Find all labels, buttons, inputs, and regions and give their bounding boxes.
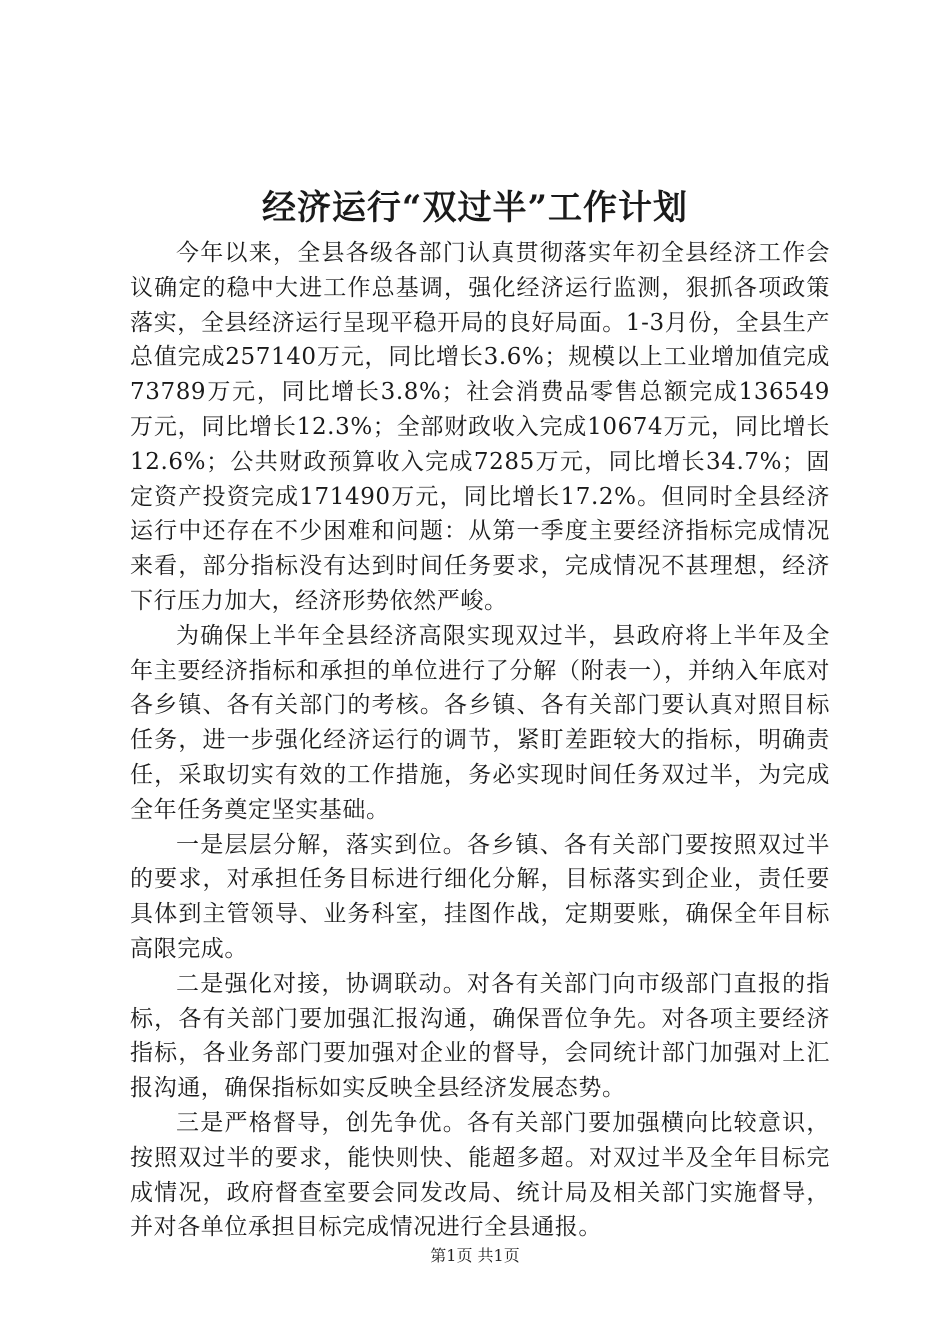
paragraph-measure-3: 三是严格督导，创先争优。各有关部门要加强横向比较意识，按照双过半的要求，能快则快、能超多超。对双过半及全年目标完成情况，政府督查室要会同发改局、统计局及相关部门实施督导，并对各单位承担目标完成情况进行全县通报。 (130, 1109, 830, 1241)
paragraph-intro: 今年以来，全县各级各部门认真贯彻落实年初全县经济工作会议确定的稳中大进工作总基调，强化经济运行监测，狠抓各项政策落实，全县经济运行呈现平稳开局的良好局面。1-3月份，全县生产总值完成257140万元，同比增长3.6%；规模以上工业增加值完成73789万元，同比增长3.8%；社会消费品零售总额完成136549万元，同比增长12.3%；全部财政收入完成10674万元，同比增长12.6%；公共财政预算收入完成7285万元，同比增长34.7%；固定资产投资完成171490万元，同比增长17.2%。但同时全县经济运行中还存在不少困难和问题：从第一季度主要经济指标完成情况来看，部分指标没有达到时间任务要求，完成情况不甚理想，经济下行压力加大，经济形势依然严峻。 (130, 240, 830, 614)
page-number-footer: 第1页 共1页 (430, 1246, 520, 1265)
paragraph-measure-2: 二是强化对接，协调联动。对各有关部门向市级部门直报的指标，各有关部门要加强汇报沟通，确保晋位争先。对各项主要经济指标，各业务部门要加强对企业的督导，会同统计部门加强对上汇报沟通，确保指标如实反映全县经济发展态势。 (130, 970, 830, 1102)
document-title: 经济运行“双过半”工作计划 (261, 188, 689, 228)
paragraph-measure-1: 一是层层分解，落实到位。各乡镇、各有关部门要按照双过半的要求，对承担任务目标进行细化分解，目标落实到企业，责任要具体到主管领导、业务科室，挂图作战，定期要账，确保全年目标高限完成。 (130, 831, 830, 962)
document-body (130, 236, 830, 1245)
paragraph-plan: 为确保上半年全县经济高限实现双过半，县政府将上半年及全年主要经济指标和承担的单位进行了分解（附表一），并纳入年底对各乡镇、各有关部门的考核。各乡镇、各有关部门要认真对照目标任务，进一步强化经济运行的调节，紧盯差距较大的指标，明确责任，采取切实有效的工作措施，务必实现时间任务双过半，为完成全年任务奠定坚实基础。 (130, 622, 830, 823)
